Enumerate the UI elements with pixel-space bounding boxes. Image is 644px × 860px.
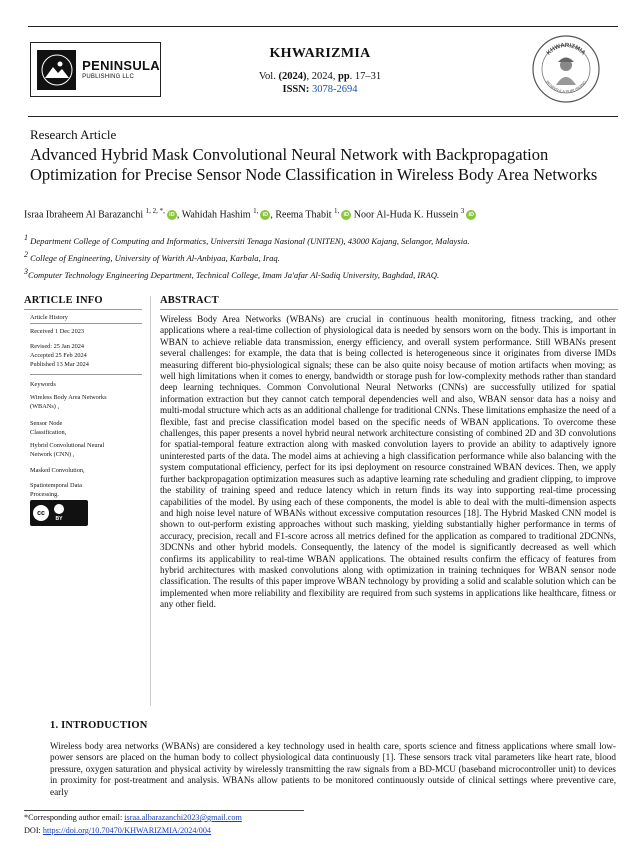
affiliation-1: $^1$ Department College of Computing and Informatics, Universiti Tenaga Nasional (UNITEN), 43000 Kajang, Selangor, Malaysia.: [24, 233, 470, 246]
doi-line: DOI: https://doi.org/10.70470/KHWARIZMIA/2024/004: [24, 826, 212, 835]
revised-date: Revised: 25 Jan 2024: [30, 343, 85, 350]
orcid-icon[interactable]: iD: [167, 210, 177, 220]
creative-commons-icon: cc: [33, 505, 49, 521]
keyword-item: Sensor Node Classification,: [30, 420, 67, 436]
accepted-date: Accepted 25 Feb 2024: [30, 352, 87, 359]
corresponding-email-line: *Corresponding author email: israa.albarazanchi2023@gmail.com: [24, 813, 242, 822]
header-top-rule: [28, 26, 618, 27]
article-info-heading: ARTICLE INFO: [24, 295, 103, 306]
keyword-item: Masked Convolution,: [30, 467, 85, 474]
abstract-rule: [160, 309, 618, 310]
article-type: Research Article: [30, 127, 117, 142]
history-bottom-rule: [30, 374, 142, 375]
author-list: Israa Ibraheem Al Barazanchi $^{1, 2, *,}$iD , Wahidah Hashim $^{1,}$iD , Reema Thabit $^{1,}$iD Noor Al-Huda K. Hussein $^3$iD: [24, 207, 476, 220]
footnote-rule: [24, 810, 304, 811]
issn-value[interactable]: 3078-2694: [311, 84, 358, 95]
article-info-rule: [24, 309, 142, 310]
cc-by-license-badge[interactable]: cc BY: [30, 500, 88, 526]
abstract-body: Wireless Body Area Networks (WBANs) are crucial in continuous health monitoring, fitness tracking, and other applications where a real-time collection of physiological data is needed by sensors worn on the body. This is important in WBAN to achieve reliable data transmission, energy efficiency, and overall system performance. Still WBANs present several challenges: for example, the data that is being collected is heterogeneous since it originates from diverse IMDs measuring different bio-physiological signals; these can be also quite noisy because of motion artifacts when moving; as well high limitations when it comes to energy, bandwidth or storage push for low-complexity methods rather than standard deep learning techniques. Common Convolutional Neural Networks (CNNs) are successfully utilized for spatial information extraction but they cannot catch temporal dependencies well and also, WBAN sensor data has a noisy and multi-modal structure which acts as an additional challenge for traditional CNNs. These limitations emphasize the need of a flexible, fast and precise classification model based on the specific needs of WBAN applications. To overcome these challenges, this paper presents a novel hybrid neural network architecture consisting of combined 2D and 3D convolutions for spatial-temporal feature extraction along with masked convolution layers to provide an ability to adaptively ignore uninterested parts of the data. The model aims at achieving a high classification performance while also balancing with the system computational efficiency, perfect for its ipsi deployment on resource constrained WBAN devices. Then, we apply further backpropagation optimization measures such as adaptive learning rate scheduling and gradient clipping, to improve the stability of training speed and reduce latency which in return finds its way into supporting real-time processing capabilities of the model. By using each of these components, the model is able to deal with the multi-dimension aspects and high noise level nature of WBANs without excessive computation resources [18]. The Hybrid Masked CNN model is shown to out-perform existing approaches without such masking, yielding substantially higher performance in terms of accuracy, precision, recall and F1-score across all metrics defined for the application as compared to traditional 2DCNNs, 3DCNNs and other hybrid models. Consequently, the latency of the model is significantly decreased as well which confirms its applicability to real-time WBAN applications. The obtained results confirm the efficacy of features from hybrid architectures with masked convolutions along with optimization in training techniques for WBAN sensor node classification. The results of this paper improve WBAN technology by providing a solid and scalable solution which can be implemented when more reliability and flexibility are required from such systems in applications like healthcare, fitness or any other field.: [160, 314, 616, 610]
volume-line: Vol. (2024), 2024, pp. 17–31: [258, 71, 382, 82]
affiliation-2: $^2$ College of Engineering, University of Warith Al-Anbiyaa, Karbala, Iraq.: [24, 250, 280, 263]
orcid-icon[interactable]: iD: [341, 210, 351, 220]
keyword-item: Spatiotemporal Data Processing.: [30, 482, 82, 498]
introduction-body: Wireless body area networks (WBANs) are considered a key technology used in health care, sports science and fitness applications where small low-power sensors are placed on the human body to collect physiological data continuously [1]. These sensors track vital parameters like heart rate, blood pressure, oxygen saturation and physical activity by wirelessly transmitting the raw signals from a BD-MCU (baseband microcontroller unit) to devices in proximity for post-treatment and analysis. WBANs allow patients to be monitored continuously outside of clinical settings where preventive care, early: [50, 741, 616, 797]
svg-text:PENINSULA PUBLISHING: PENINSULA PUBLISHING: [544, 79, 588, 95]
publisher-name: PENINSULA: [82, 58, 160, 73]
journal-name: KHWARIZMIA: [269, 46, 371, 61]
doi-link[interactable]: https://doi.org/10.70470/KHWARIZMIA/2024/004: [42, 826, 212, 835]
affiliation-3: $^3$Computer Technology Engineering Department, Technical College, Imam Ja'afar Al-Sadiq University, Baghdad, IRAQ.: [24, 267, 440, 280]
orcid-icon[interactable]: iD: [466, 210, 476, 220]
journal-seal: [532, 35, 600, 103]
published-date: Published 13 Mar 2024: [30, 361, 89, 368]
column-divider: [150, 296, 151, 706]
issn-line: ISSN: 3078-2694: [282, 84, 358, 95]
email-link[interactable]: israa.albarazanchi2023@gmail.com: [124, 813, 242, 822]
keyword-item: Wireless Body Area Networks (WBANs) ,: [30, 394, 107, 410]
publisher-subname: PUBLISHING LLC: [82, 74, 134, 80]
introduction-heading: 1. INTRODUCTION: [50, 720, 148, 731]
history-rule: [30, 323, 142, 324]
header-bottom-rule: [28, 116, 618, 117]
article-title: Advanced Hybrid Mask Convolutional Neural Network with Backpropagation Optimization for Precise Sensor Node Classification in Wireless Body Area Networks: [30, 145, 598, 184]
keyword-item: Hybrid Convolutional Neural Network (CNN) ,: [30, 442, 105, 458]
scholar-portrait-seal: [532, 35, 600, 103]
attribution-person-icon: [54, 504, 64, 514]
article-history-label: Article History: [30, 314, 68, 321]
orcid-icon[interactable]: iD: [260, 210, 270, 220]
mountain-sun-icon: [37, 50, 76, 90]
keywords-label: Keywords: [30, 381, 56, 388]
received-date: Received 1 Dec 2023: [30, 328, 85, 335]
publisher-logo: [30, 42, 161, 97]
svg-text:KHWARIZMIA: KHWARIZMIA: [545, 42, 587, 57]
abstract-heading: ABSTRACT: [160, 295, 219, 306]
